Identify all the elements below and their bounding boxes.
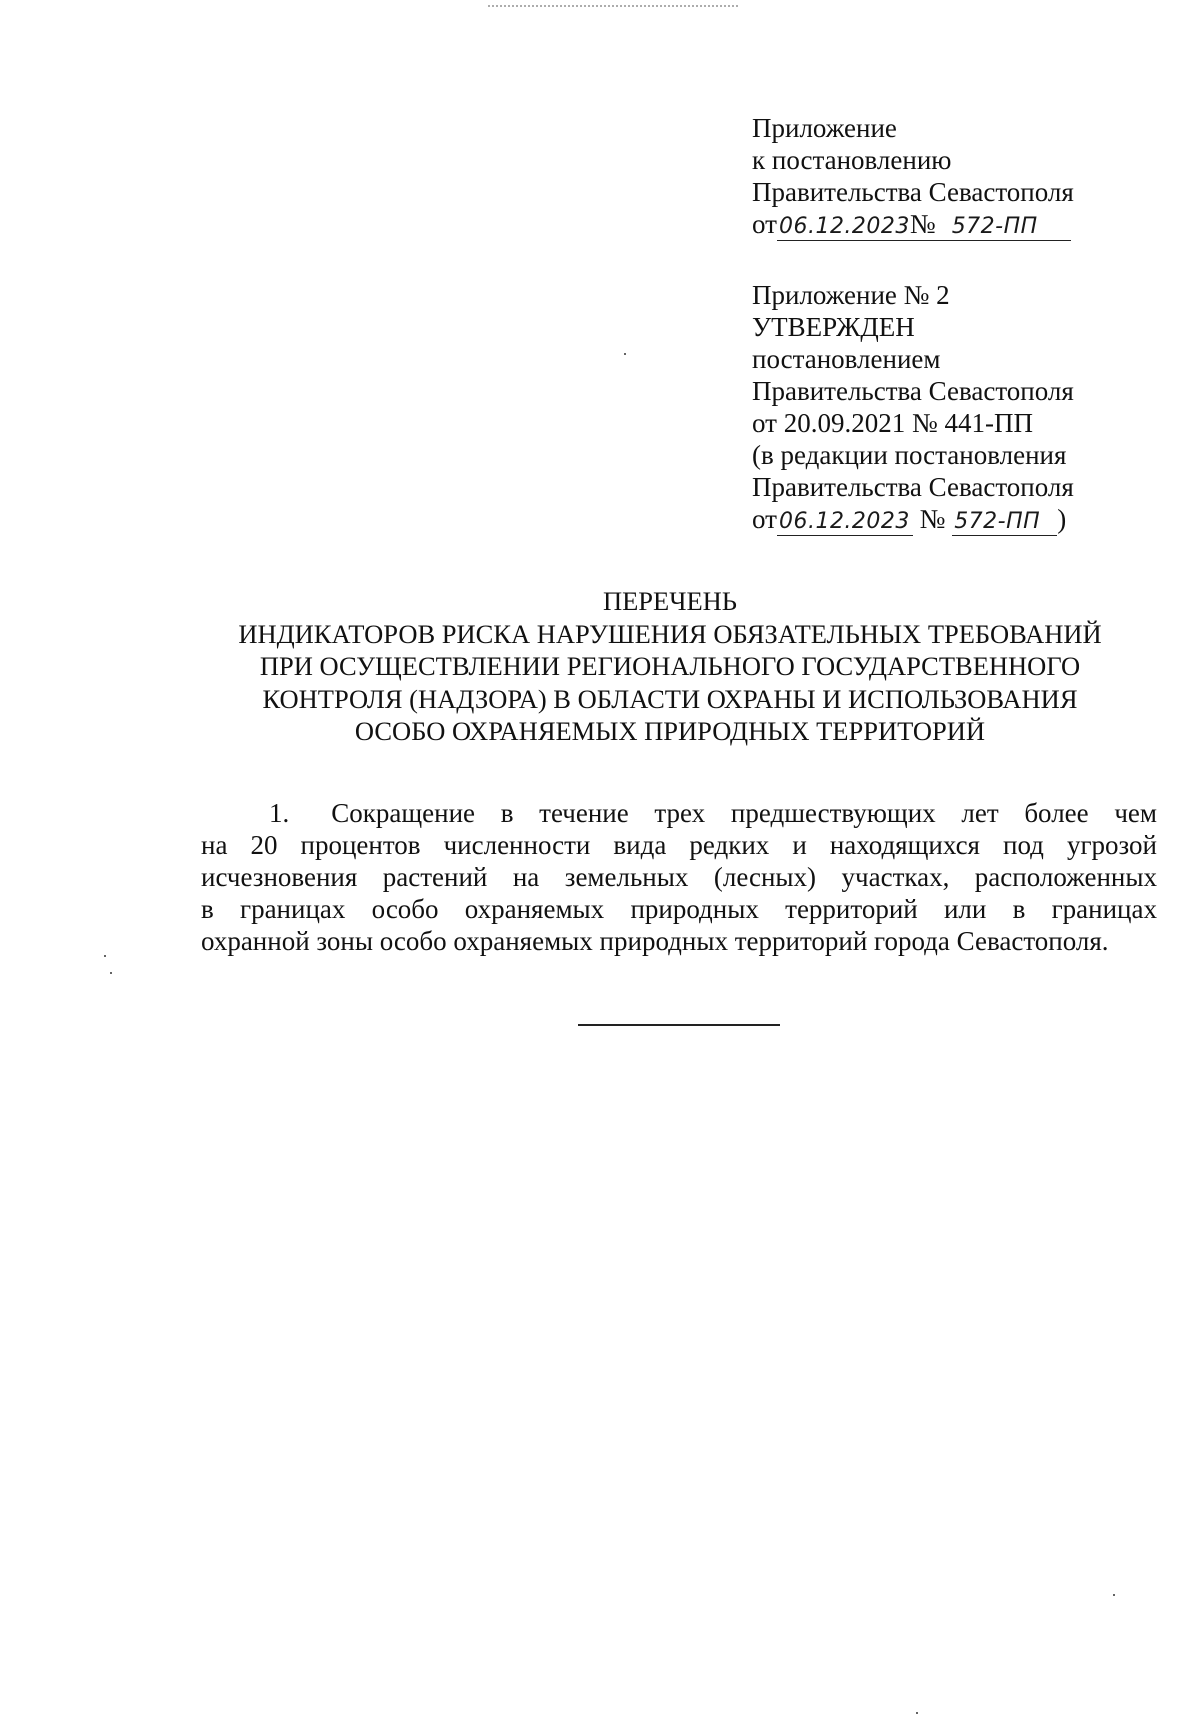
item-text-line-3: исчезновения растений на земельных (лесных) участках, расположенных [201,862,1157,892]
scan-speck [104,955,106,957]
title-line-4: КОНТРОЛЯ (НАДЗОРА) В ОБЛАСТИ ОХРАНЫ И ИСПОЛЬЗОВАНИЯ [262,683,1078,714]
approval-by-resolution: постановлением [752,344,941,374]
appendix-handwritten-number: 572-ПП [951,214,1038,239]
approval-handwritten-number-field [952,506,1057,536]
appendix-label: Приложение [752,113,897,143]
approval-handwritten-number: 572-ПП [954,509,1041,534]
item-text-line-2: на 20 процентов численности вида редких и находящихся под угрозой [201,830,1157,860]
appendix-reference-block [752,112,1074,241]
approval-closing-paren: ) [1057,504,1067,534]
approval-handwritten-date-field [777,506,913,536]
scan-speck [624,353,626,355]
appendix-date-line [752,208,1074,241]
end-divider [578,1024,780,1026]
item-text-line-1: Сокращение в течение трех предшествующих лет более чем [331,798,1157,828]
item-line-4 [201,893,1157,925]
approval-edition-government: Правительства Севастополя [752,472,1074,502]
item-number: 1. [269,798,290,828]
approval-date-prefix: от [752,504,777,534]
scan-artifact [488,0,738,7]
item-text-line-5: охранной зоны особо охраняемых природных территорий города Севастополя. [201,926,1109,956]
scan-speck [110,972,112,974]
approval-appendix-number: Приложение № 2 [752,280,950,310]
appendix-handwritten-date-field [777,211,1071,241]
item-line-3 [201,861,1157,893]
appendix-number-sign: № [909,209,936,239]
item-line-2 [201,829,1157,861]
approval-government: Правительства Севастополя [752,376,1074,406]
title-line-3: ПРИ ОСУЩЕСТВЛЕНИИ РЕГИОНАЛЬНОГО ГОСУДАРСТВЕННОГО [259,651,1081,681]
approval-block [752,279,1074,536]
approval-handwritten-date: 06.12.2023 [778,509,910,534]
title-line-2: ИНДИКАТОРОВ РИСКА НАРУШЕНИЯ ОБЯЗАТЕЛЬНЫХ ТРЕБОВАНИЙ [238,618,1102,649]
approval-edition-date-line [752,503,1074,536]
title-line-5: ОСОБО ОХРАНЯЕМЫХ ПРИРОДНЫХ ТЕРРИТОРИЙ [354,716,986,746]
scan-speck [916,1712,918,1714]
title-heading: ПЕРЕЧЕНЬ [602,586,737,616]
item-text-line-4: в границах особо охраняемых природных территорий или в границах [201,894,1157,924]
appendix-government: Правительства Севастополя [752,177,1074,207]
scan-speck [1113,1594,1115,1596]
approval-approved-label: УТВЕРЖДЕН [752,312,915,342]
approval-original-date: от 20.09.2021 № 441-ПП [752,408,1033,438]
indicator-item-1 [201,797,1157,957]
appendix-to-resolution: к постановлению [752,145,952,175]
appendix-date-prefix: от [752,209,777,239]
approval-number-sign: № [919,504,946,534]
item-line-5 [201,925,1157,957]
item-line-1 [201,797,1157,829]
document-title [180,585,1160,748]
approval-edition-note: (в редакции постановления [752,440,1067,470]
appendix-handwritten-date: 06.12.2023 [778,214,910,239]
